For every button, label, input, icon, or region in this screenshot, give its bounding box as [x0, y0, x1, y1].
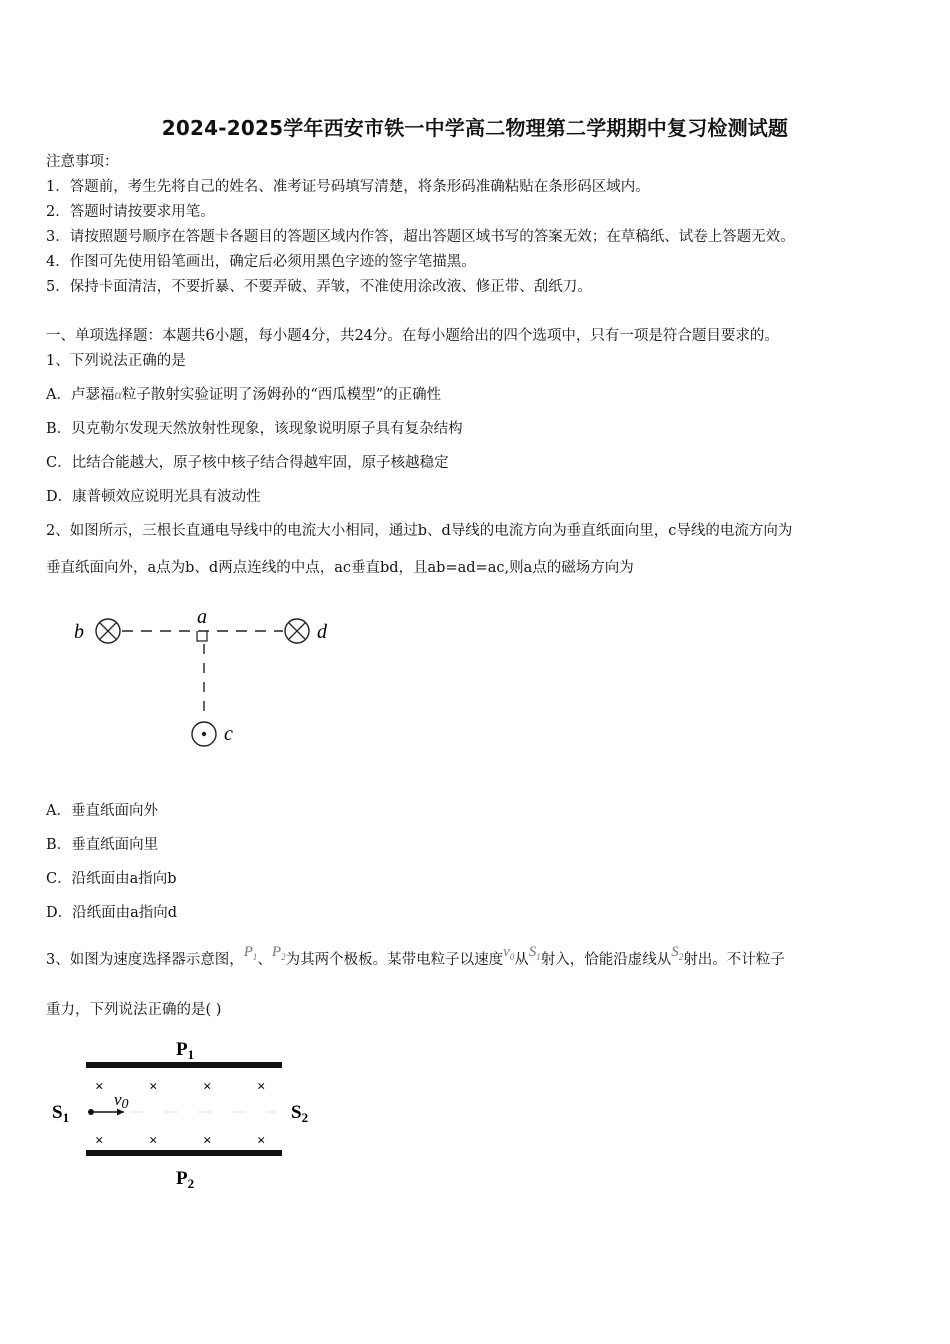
q3-sep: 、	[257, 952, 272, 968]
q1-option-b: B．贝克勒尔发现天然放射性现象，该现象说明原子具有复杂结构	[46, 421, 463, 437]
label-b: b	[74, 621, 84, 643]
q3-stem-line1	[46, 944, 785, 975]
q1-option-d: D．康普顿效应说明光具有波动性	[46, 489, 261, 505]
field-cross-5: ×	[95, 1133, 104, 1149]
notice-item-5: 5．保持卡面清洁，不要折暴、不要弄破、弄皱，不准使用涂改液、修正带、刮纸刀。	[46, 279, 592, 295]
label-S1: $S_1$	[52, 1102, 70, 1125]
q3-figure	[44, 1030, 334, 1195]
field-cross-8: ×	[257, 1133, 266, 1149]
notice-item-3: 3．请按照题号顺序在答题卡各题目的答题区域内作答，超出答题区域书写的答案无效；在草稿纸、试卷上答题无效。	[46, 229, 795, 245]
v0-symbol	[503, 944, 514, 960]
section-heading: 一、单项选择题：本题共6小题，每小题4分，共24分。在每小题给出的四个选项中，只有一项是符合题目要求的。	[46, 328, 779, 344]
p1-main: P	[243, 944, 253, 960]
q3-stem-part3: 从	[514, 952, 529, 968]
s1-symbol	[529, 944, 541, 960]
q2-stem-line2: 垂直纸面向外，a点为b、d两点连线的中点，ac垂直bd，且ab=ad=ac,则a点的磁场方向为	[46, 560, 634, 576]
p2-symbol	[272, 944, 286, 960]
s2-main: S	[671, 944, 679, 960]
notice-item-2: 2．答题时请按要求用笔。	[46, 204, 215, 220]
field-cross-1: ×	[95, 1079, 104, 1095]
p1-sub: 1	[252, 952, 258, 962]
p1-symbol	[244, 944, 258, 960]
q1-option-a	[46, 385, 441, 406]
v0-sub: 0	[509, 952, 515, 962]
q2-figure	[60, 600, 360, 760]
field-cross-6: ×	[149, 1133, 158, 1149]
q3-stem-part1: 3、如图为速度选择器示意图，	[46, 952, 244, 968]
q3-stem-part4: 射入，恰能沿虚线从	[540, 952, 672, 968]
p2-main: P	[271, 944, 282, 960]
v0-main: v	[503, 944, 510, 960]
field-cross-7: ×	[203, 1133, 212, 1149]
s1-main: S	[528, 944, 537, 960]
right-angle-mark	[197, 631, 207, 641]
label-P1: $P_1$	[176, 1039, 195, 1062]
plate-p1	[86, 1062, 282, 1068]
q3-stem-part2: 为其两个极板。某带电粒子以速度	[285, 952, 504, 968]
label-v0: v0	[114, 1090, 129, 1112]
wire-c-dot-icon	[192, 722, 216, 746]
q2-stem-line1: 2、如图所示，三根长直通电导线中的电流大小相同，通过b、d导线的电流方向为垂直纸面向里，c导线的电流方向为	[46, 523, 793, 539]
field-cross-2: ×	[149, 1079, 158, 1095]
plate-p2	[86, 1150, 282, 1156]
label-P2: $P_2$	[176, 1168, 195, 1191]
label-d: d	[317, 621, 327, 643]
notice-heading: 注意事项：	[46, 154, 119, 170]
q3-stem-line2: 重力，下列说法正确的是( )	[46, 1002, 222, 1018]
page-title: 2024-2025学年西安市铁一中学高二物理第二学期期中复习检测试题	[161, 116, 789, 140]
s1-sub: 1	[536, 952, 541, 962]
s2-symbol	[671, 944, 683, 960]
field-cross-3: ×	[203, 1079, 212, 1095]
s2-sub: 2	[678, 952, 684, 962]
q2-option-c: C．沿纸面由a指向b	[46, 871, 177, 887]
q1-stem: 1、下列说法正确的是	[46, 353, 186, 369]
label-S2: $S_2$	[291, 1102, 309, 1125]
notice-item-1: 1．答题前，考生先将自己的姓名、准考证号码填写清楚，将条形码准确粘贴在条形码区域内。	[46, 179, 650, 195]
q1-option-a-post: 粒子散射实验证明了汤姆孙的“西瓜模型”的正确性	[121, 387, 442, 403]
q2-option-a: A．垂直纸面向外	[46, 803, 158, 819]
wire-b-cross-icon	[96, 619, 120, 643]
label-a: a	[197, 606, 207, 628]
notice-item-4: 4．作图可先使用铅笔画出，确定后必须用黑色字迹的签字笔描黑。	[46, 254, 476, 270]
q1-option-c: C．比结合能越大，原子核中核子结合得越牢固，原子核越稳定	[46, 455, 449, 471]
q2-option-d: D．沿纸面由a指向d	[46, 905, 178, 921]
q1-option-a-pre: A．卢瑟福	[46, 387, 115, 403]
label-c: c	[224, 723, 233, 745]
p2-sub: 2	[281, 952, 286, 962]
alpha-symbol: α	[114, 388, 122, 403]
field-cross-4: ×	[257, 1079, 266, 1095]
wire-d-cross-icon	[285, 619, 309, 643]
q2-option-b: B．垂直纸面向里	[46, 837, 159, 853]
q3-stem-part5: 射出。不计粒子	[683, 952, 785, 968]
